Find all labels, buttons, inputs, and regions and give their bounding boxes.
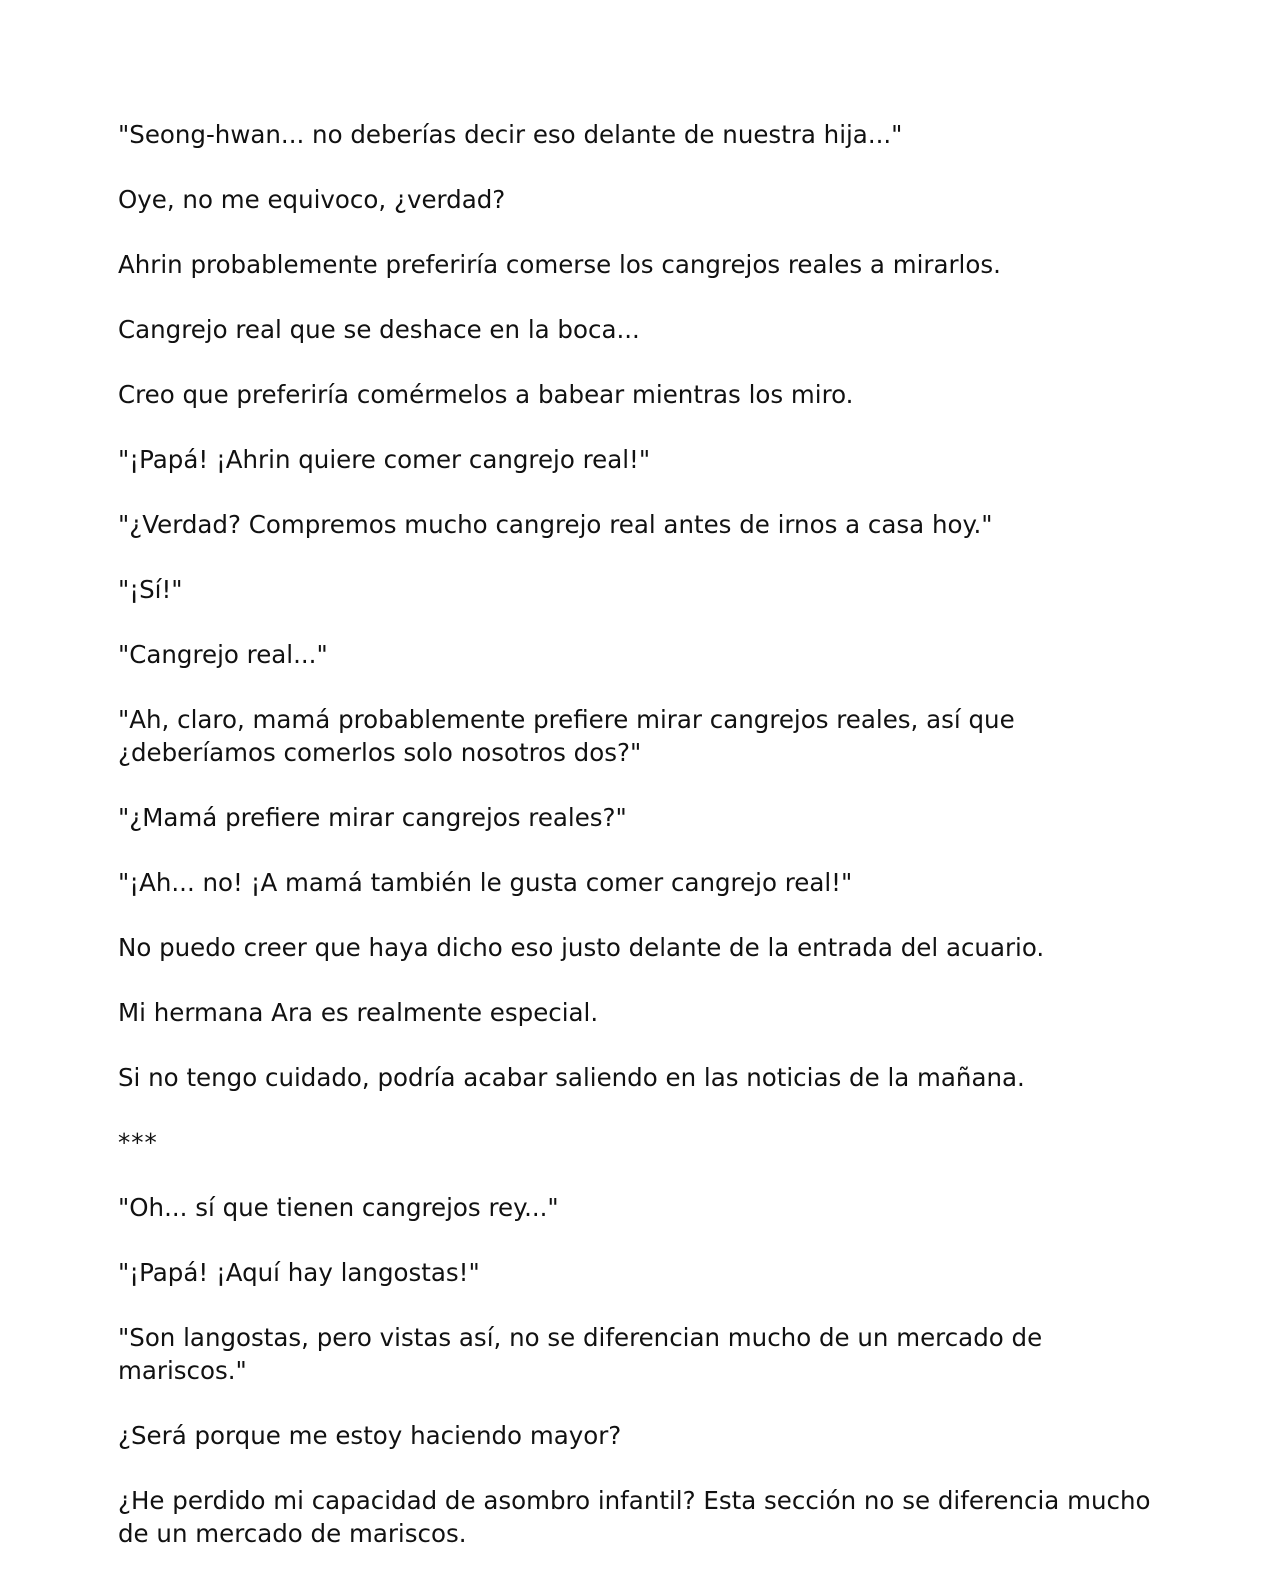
document-body: [118, 118, 1163, 1582]
paragraph: Si no tengo cuidado, podría acabar saliendo en las noticias de la mañana.: [118, 1063, 1025, 1092]
paragraph: "Ah, claro, mamá probablemente prefiere mirar cangrejos reales, así que ¿deberíamos comerlos solo nosotros dos?": [118, 705, 1015, 767]
paragraph: Mi hermana Ara es realmente especial.: [118, 998, 599, 1027]
paragraph: "¡Ah... no! ¡A mamá también le gusta comer cangrejo real!": [118, 868, 853, 897]
paragraph: ¿Será porque me estoy haciendo mayor?: [118, 1421, 622, 1450]
paragraph: Cangrejo real que se deshace en la boca...: [118, 315, 640, 344]
paragraph: ¿He perdido mi capacidad de asombro infantil? Esta sección no se diferencia mucho de un mercado de mariscos.: [118, 1486, 1151, 1548]
paragraph: No puedo creer que haya dicho eso justo delante de la entrada del acuario.: [118, 933, 1045, 962]
section-break: ***: [118, 1128, 158, 1157]
paragraph: "¿Mamá prefiere mirar cangrejos reales?": [118, 803, 627, 832]
paragraph: "¡Papá! ¡Ahrin quiere comer cangrejo real!": [118, 445, 651, 474]
paragraph: Ahrin probablemente preferiría comerse los cangrejos reales a mirarlos.: [118, 250, 1001, 279]
paragraph: Creo que preferiría comérmelos a babear mientras los miro.: [118, 380, 854, 409]
paragraph: Oye, no me equivoco, ¿verdad?: [118, 185, 506, 214]
paragraph: "¡Papá! ¡Aquí hay langostas!": [118, 1258, 480, 1287]
paragraph: "Son langostas, pero vistas así, no se diferencian mucho de un mercado de mariscos.": [118, 1323, 1043, 1385]
paragraph: "Seong-hwan... no deberías decir eso delante de nuestra hija...": [118, 120, 903, 149]
paragraph: "Cangrejo real...": [118, 640, 328, 669]
paragraph: "¡Sí!": [118, 575, 183, 604]
paragraph: "¿Verdad? Compremos mucho cangrejo real antes de irnos a casa hoy.": [118, 510, 993, 539]
paragraph: "Oh... sí que tienen cangrejos rey...": [118, 1193, 559, 1222]
